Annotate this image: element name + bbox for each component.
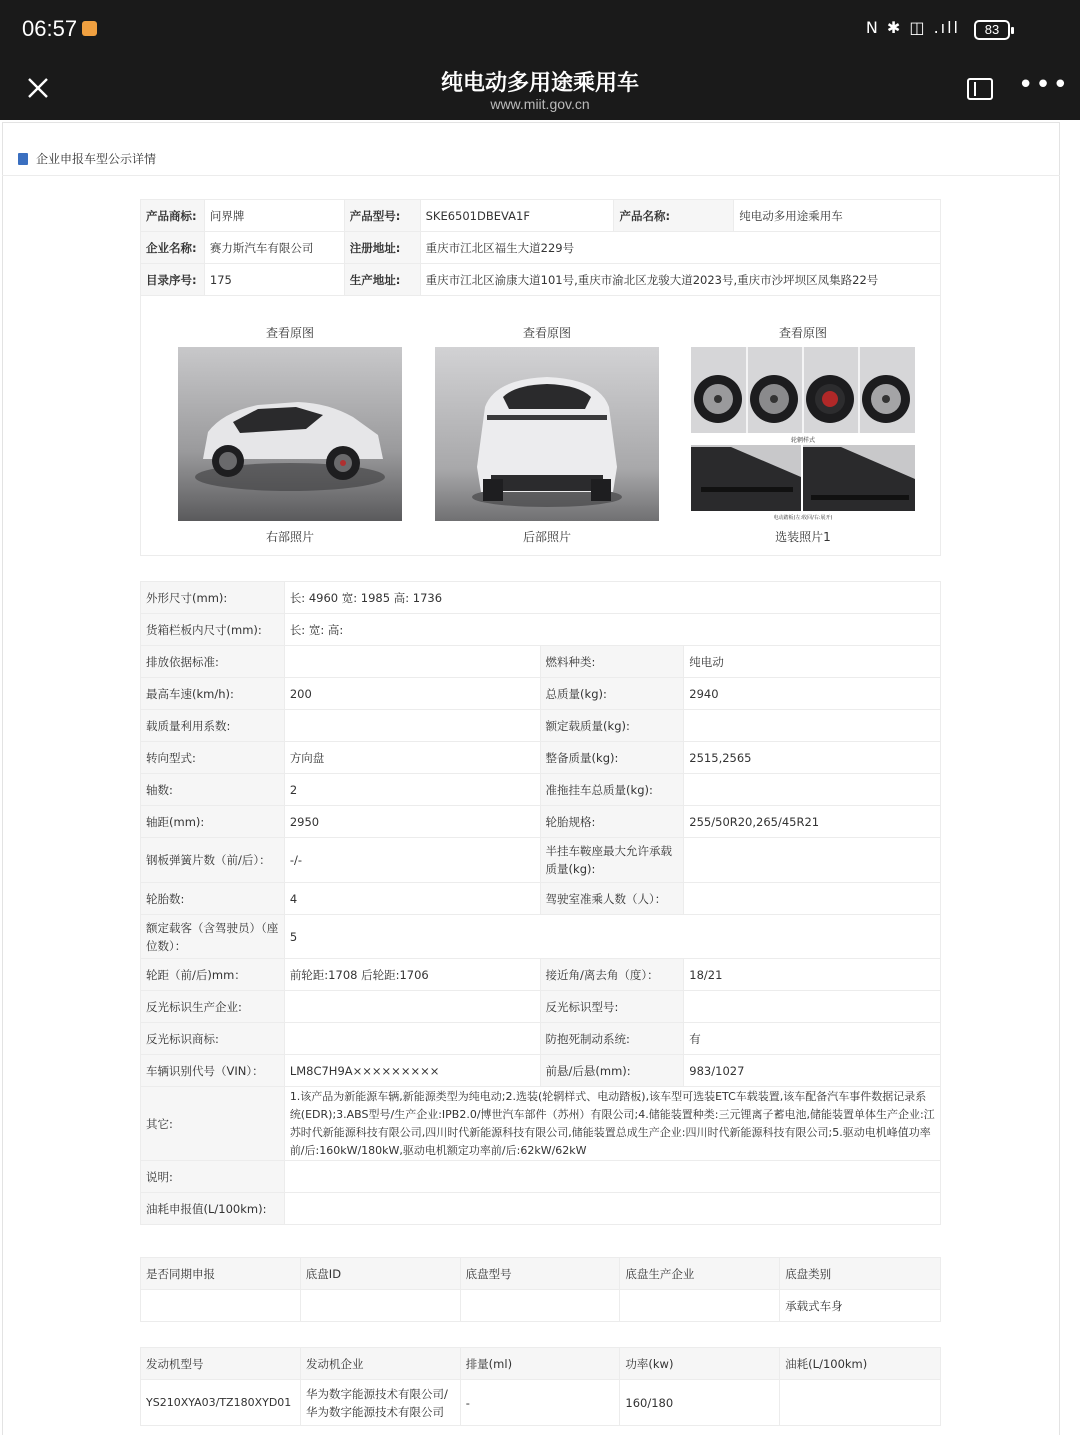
- spec-label: 油耗申报值(L/100km):: [141, 1193, 285, 1225]
- notification-icon: [82, 21, 97, 36]
- table-row: [141, 915, 941, 959]
- status-time: 06:57: [22, 16, 78, 41]
- company-label: 企业名称:: [141, 232, 205, 264]
- page-url: www.miit.gov.cn: [490, 96, 590, 112]
- sidebar-toggle-icon[interactable]: [967, 78, 993, 100]
- column-header: 排量(ml): [460, 1348, 620, 1380]
- wheel-style-label: 轮辋样式: [790, 437, 816, 444]
- table-row: [141, 959, 941, 991]
- spec-value: 纯电动: [684, 646, 941, 678]
- table-row: [141, 582, 941, 614]
- name-label: 产品名称:: [614, 200, 734, 232]
- table-row: [141, 883, 941, 915]
- spec-value: 255/50R20,265/45R21: [684, 806, 941, 838]
- spec-label: 准拖挂车总质量(kg):: [540, 774, 684, 806]
- spec-value: [284, 646, 540, 678]
- status-bar: [0, 0, 1080, 60]
- spec-value: 2515,2565: [684, 742, 941, 774]
- spec-label: 半挂车鞍座最大允许承载质量(kg):: [540, 838, 684, 883]
- model-value: SKE6501DBEVA1F: [420, 200, 614, 232]
- spec-label: 转向型式:: [141, 742, 285, 774]
- table-row: [141, 1055, 941, 1087]
- spec-label: 最高车速(km/h):: [141, 678, 285, 710]
- spec-label: 接近角/离去角（度）：: [540, 959, 684, 991]
- spec-label: 说明:: [141, 1161, 285, 1193]
- battery-icon: 83: [974, 20, 1010, 40]
- spec-value: 方向盘: [284, 742, 540, 774]
- breadcrumb-label: 企业申报车型公示详情: [36, 152, 157, 166]
- view-original-link[interactable]: 查看原图: [778, 326, 827, 340]
- basic-info-table: [140, 199, 941, 296]
- reg-address-label: 注册地址:: [344, 232, 420, 264]
- table-row: [141, 806, 941, 838]
- car-right-photo[interactable]: [178, 347, 402, 521]
- table-row: [141, 1161, 941, 1193]
- spec-value: [284, 1161, 940, 1193]
- spec-label: 燃料种类:: [540, 646, 684, 678]
- divider: [2, 175, 1060, 176]
- column-header: 底盘型号: [460, 1258, 620, 1290]
- spec-label: 反光标识型号:: [540, 991, 684, 1023]
- spec-label: 反光标识商标:: [141, 1023, 285, 1055]
- spec-label: 轴距(mm):: [141, 806, 285, 838]
- spec-value: 5: [284, 915, 940, 959]
- spec-label: 轮胎数:: [141, 883, 285, 915]
- spec-label: 额定载质量(kg):: [540, 710, 684, 742]
- spec-label: 轴数:: [141, 774, 285, 806]
- spec-value: [284, 1193, 940, 1225]
- spec-label: 反光标识生产企业:: [141, 991, 285, 1023]
- page-title: 纯电动多用途乘用车: [440, 71, 639, 96]
- table-row: [141, 646, 941, 678]
- spec-label: 轮胎规格:: [540, 806, 684, 838]
- table-row: [141, 264, 941, 296]
- column-header: 油耗(L/100km): [780, 1348, 941, 1380]
- document-icon: [18, 153, 28, 165]
- table-row: [141, 1087, 941, 1161]
- photo-caption: 选装照片1: [775, 530, 831, 544]
- spec-value: [684, 774, 941, 806]
- spec-value: 4: [284, 883, 540, 915]
- breadcrumb: [18, 150, 156, 167]
- catalog-value: 175: [204, 264, 344, 296]
- table-row: [141, 1290, 941, 1322]
- table-row: [141, 710, 941, 742]
- spec-table: [140, 581, 941, 1225]
- table-cell: 华为数字能源技术有限公司/华为数字能源技术有限公司: [300, 1380, 460, 1426]
- spec-value: [284, 710, 540, 742]
- spec-value: 2950: [284, 806, 540, 838]
- spec-value: [684, 838, 941, 883]
- spec-value: [284, 991, 540, 1023]
- brand-value: 问界牌: [204, 200, 344, 232]
- wheel-styles: [691, 347, 915, 433]
- spec-label: 轮距（前/后)mm：: [141, 959, 285, 991]
- spec-value: LM8C7H9A×××××××××: [284, 1055, 540, 1087]
- spec-value: 前轮距:1708 后轮距:1706: [284, 959, 540, 991]
- more-icon[interactable]: •••: [1018, 70, 1071, 100]
- spec-label: 钢板弹簧片数（前/后）：: [141, 838, 285, 883]
- view-original-link[interactable]: 查看原图: [522, 326, 571, 340]
- option-photo[interactable]: [691, 347, 915, 521]
- table-row: [141, 200, 941, 232]
- spec-value: 长: 4960 宽: 1985 高: 1736: [284, 582, 940, 614]
- spec-label: 其它:: [141, 1087, 285, 1161]
- spec-value: [684, 883, 941, 915]
- engine-table: [140, 1347, 941, 1426]
- spec-label: 车辆识别代号（VIN）：: [141, 1055, 285, 1087]
- spec-label: 外形尺寸(mm):: [141, 582, 285, 614]
- table-cell: [780, 1380, 941, 1426]
- spec-value: 18/21: [684, 959, 941, 991]
- table-header-row: [141, 1348, 941, 1380]
- spec-label: 排放依据标准:: [141, 646, 285, 678]
- column-header: 功率(kw): [620, 1348, 780, 1380]
- prod-address-value: 重庆市江北区渝康大道101号,重庆市渝北区龙骏大道2023号,重庆市沙坪坝区凤集路22号: [420, 264, 940, 296]
- table-row: [141, 838, 941, 883]
- table-cell: [300, 1290, 460, 1322]
- name-value: 纯电动多用途乘用车: [734, 200, 941, 232]
- table-row: [141, 614, 941, 646]
- spec-label: 货箱栏板内尺寸(mm):: [141, 614, 285, 646]
- system-icons: N ✱ ◫ .ıll: [865, 18, 960, 37]
- view-original-link[interactable]: 查看原图: [265, 326, 314, 340]
- column-header: 发动机型号: [141, 1348, 301, 1380]
- table-cell: [460, 1290, 620, 1322]
- column-header: 是否同期申报: [141, 1258, 301, 1290]
- photo-caption: 右部照片: [265, 530, 314, 544]
- spec-value: 1.该产品为新能源车辆,新能源类型为纯电动;2.选装(轮辋样式、电动踏板),该车型可选装ETC车载装置,该车配备汽车事件数据记录系统(EDR);3.ABS型号/生产企业:IPB2.0/博世汽车部件（苏州）有限公司;4.储能装置种类:三元锂离子蓄电池,储能装置单体生产企业:江苏时代新能源科技有限公司,四川时代新能源科技有限公司,储能装置总成生产企业:四川时代新能源科技有限公司;5.驱动电机峰值功率前/后:160kW/180kW,驱动电机额定功率前/后:62kW/62kW: [284, 1087, 940, 1161]
- model-label: 产品型号:: [344, 200, 420, 232]
- spec-label: 额定载客（含驾驶员）（座位数）：: [141, 915, 285, 959]
- prod-address-label: 生产地址:: [344, 264, 420, 296]
- spec-value: [684, 991, 941, 1023]
- table-row: [141, 232, 941, 264]
- table-row: [141, 1023, 941, 1055]
- page-content: [0, 120, 1080, 1435]
- table-cell: [620, 1290, 780, 1322]
- column-header: 发动机企业: [300, 1348, 460, 1380]
- spec-value: 2940: [684, 678, 941, 710]
- table-cell: -: [460, 1380, 620, 1426]
- brand-label: 产品商标:: [141, 200, 205, 232]
- reg-address-value: 重庆市江北区福生大道229号: [420, 232, 940, 264]
- column-header: 底盘ID: [300, 1258, 460, 1290]
- table-row: [141, 774, 941, 806]
- spec-label: 防抱死制动系统:: [540, 1023, 684, 1055]
- column-header: 底盘生产企业: [620, 1258, 780, 1290]
- spec-value: -/-: [284, 838, 540, 883]
- spec-value: 有: [684, 1023, 941, 1055]
- running-boards: [691, 445, 915, 511]
- table-row: [141, 1193, 941, 1225]
- table-row: [141, 991, 941, 1023]
- spec-value: 长: 宽: 高:: [284, 614, 940, 646]
- spec-value: 2: [284, 774, 540, 806]
- table-row: [141, 742, 941, 774]
- table-cell: 160/180: [620, 1380, 780, 1426]
- table-cell: [141, 1290, 301, 1322]
- running-board-label: 电动踏板(左:收回/右:展开): [773, 515, 833, 521]
- table-cell: 承载式车身: [780, 1290, 941, 1322]
- photo-section: [140, 295, 941, 556]
- table-header-row: [141, 1258, 941, 1290]
- company-value: 赛力斯汽车有限公司: [204, 232, 344, 264]
- table-cell: YS210XYA03/TZ180XYD01: [141, 1380, 301, 1426]
- table-row: [141, 1380, 941, 1426]
- spec-label: 载质量利用系数:: [141, 710, 285, 742]
- spec-value: 200: [284, 678, 540, 710]
- table-row: [141, 678, 941, 710]
- car-rear-photo[interactable]: [435, 347, 659, 521]
- spec-value: [684, 710, 941, 742]
- photo-caption: 后部照片: [522, 530, 571, 544]
- spec-value: [284, 1023, 540, 1055]
- spec-value: 983/1027: [684, 1055, 941, 1087]
- chassis-table: [140, 1257, 941, 1322]
- spec-label: 驾驶室准乘人数（人）：: [540, 883, 684, 915]
- spec-label: 总质量(kg):: [540, 678, 684, 710]
- browser-title-bar: [0, 60, 1080, 120]
- catalog-label: 目录序号:: [141, 264, 205, 296]
- column-header: 底盘类别: [780, 1258, 941, 1290]
- spec-label: 整备质量(kg):: [540, 742, 684, 774]
- spec-label: 前悬/后悬(mm):: [540, 1055, 684, 1087]
